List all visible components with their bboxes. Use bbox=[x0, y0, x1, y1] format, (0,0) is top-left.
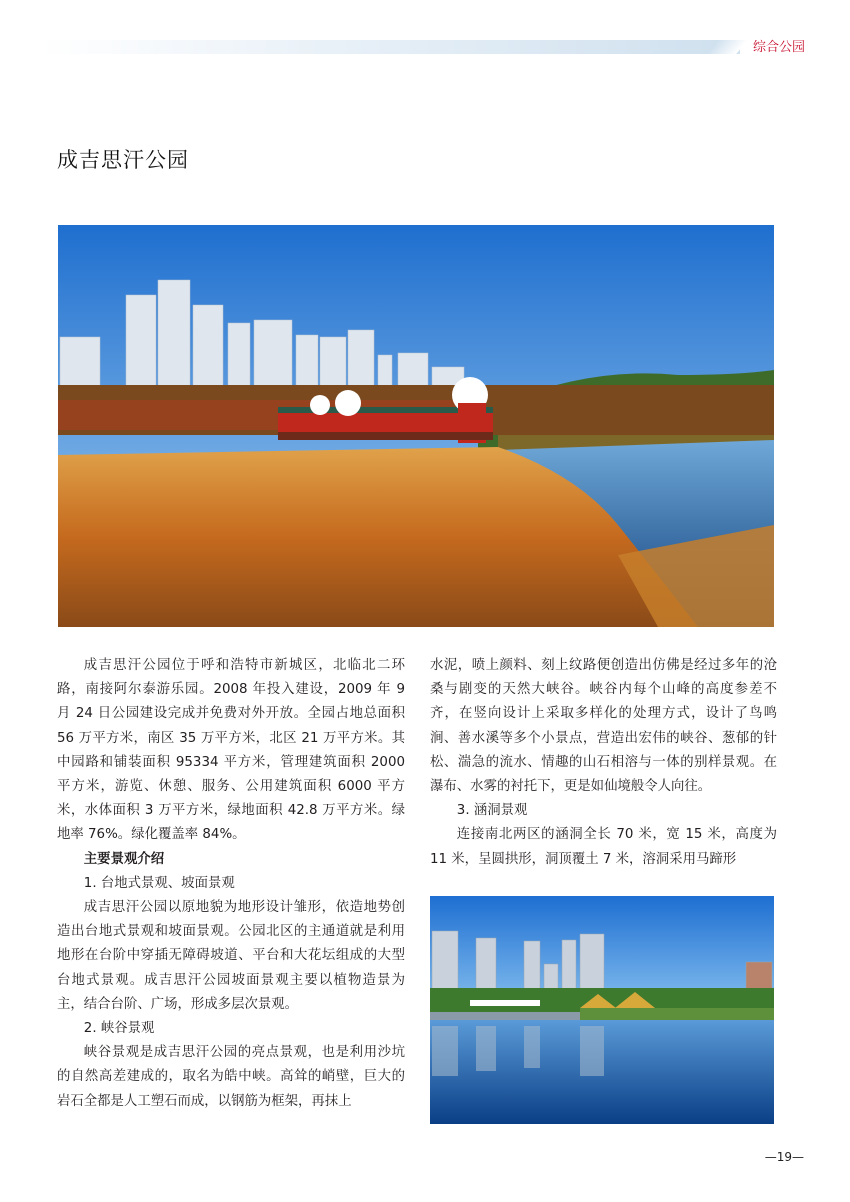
subheading-culvert: 3. 涵洞景观 bbox=[456, 803, 528, 819]
culvert-paragraph: 连接南北两区的涵洞全长 70 米，宽 15 米，高度为 11 米，呈圆拱形，洞顶覆土 7 米，溶洞采用马蹄形 bbox=[430, 827, 777, 867]
lake-reflection-photo bbox=[430, 896, 774, 1124]
page-title: 成吉思汗公园 bbox=[57, 148, 189, 172]
right-column bbox=[430, 654, 777, 872]
terrace-paragraph: 成吉思汗公园以原地貌为地形设计雏形，依造地势创造出台地式景观和坡面景观。公园北区的主通道就是利用地形在台阶中穿插无障碍坡道、平台和大花坛组成的大型台地式景观。成吉思汗公园坡面景观主要以植物造景为主，结合台阶、广场，形成多层次景观。 bbox=[57, 900, 405, 1012]
canyon-paragraph: 峡谷景观是成吉思汗公园的亮点景观，也是利用沙坑的自然高差建成的，取名为皓中峡。高耸的峭壁，巨大的岩石全都是人工塑石而成，以钢筋为框架，再抹上 bbox=[57, 1045, 405, 1109]
subheading-canyon: 2. 峡谷景观 bbox=[83, 1021, 155, 1037]
canyon-paragraph-continued: 水泥，喷上颜料、刻上纹路便创造出仿佛是经过多年的沧桑与剧变的天然大峡谷。峡谷内每个山峰的高度参差不齐，在竖向设计上采取多样化的处理方式，设计了鸟鸣涧、善水溪等多个小景点，营造出宏伟的峡谷、葱郁的针松、湍急的流水、情趣的山石相溶与一体的别样景观。在瀑布、水雾的衬托下，更是如仙境般令人向往。 bbox=[430, 658, 777, 795]
section-heading: 主要景观介绍 bbox=[83, 851, 165, 867]
page-number: —19— bbox=[764, 1150, 804, 1164]
left-column bbox=[57, 654, 405, 1114]
main-park-photo bbox=[58, 225, 774, 627]
subheading-terrace: 1. 台地式景观、坡面景观 bbox=[83, 875, 235, 891]
intro-paragraph: 成吉思汗公园位于呼和浩特市新城区，北临北二环路，南接阿尔泰游乐园。2008 年投入建设，2009 年 9 月 24 日公园建设完成并免费对外开放。全园占地总面积 56 万平方米，南区 35 万平方米，北区 21 万平方米。其中园路和铺装面积 95334 平方米，管理建筑面积 2000 平方米，游览、休憩、服务、公用建筑面积 6000 平方米，水体面积 3 万平方米，绿地面积 42.8 万平方米。绿地率 76%。绿化覆盖率 84%。 bbox=[57, 658, 405, 843]
header-bar bbox=[40, 40, 740, 54]
section-label: 综合公园 bbox=[752, 40, 805, 55]
